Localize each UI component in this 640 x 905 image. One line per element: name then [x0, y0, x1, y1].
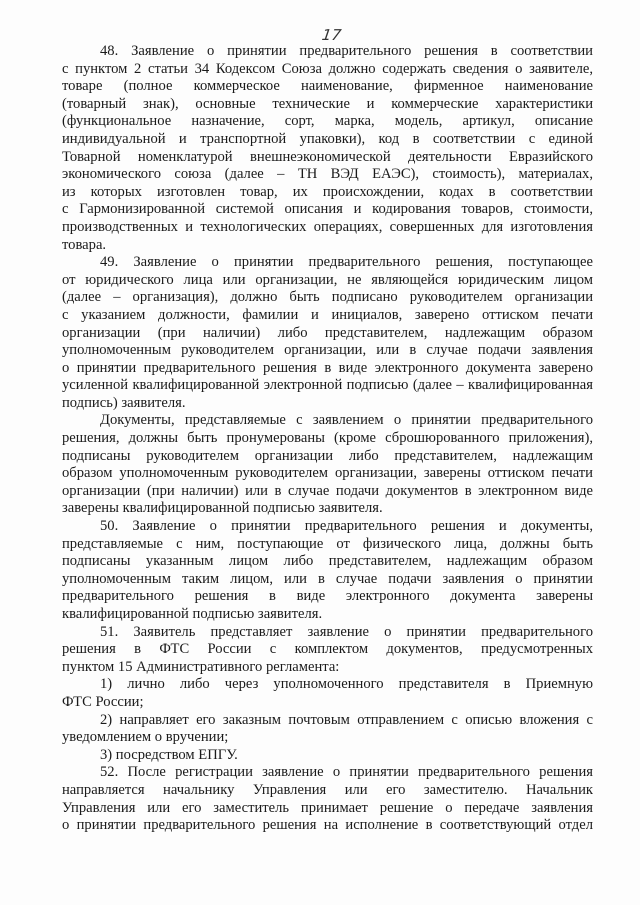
text-line: 2) направляет его заказным почтовым отправлением с описью вложения с — [100, 711, 593, 728]
text-line: (товарный знак), основные технические и коммерческие характеристики — [62, 95, 593, 112]
text-line: из которых изготовлен товар, их происхождении, кодах в соответствии — [62, 183, 593, 200]
document-body — [62, 43, 593, 835]
text-line: образом уполномоченным руководителем организации, заверены оттиском печати — [62, 465, 593, 482]
text-line: 3) посредством ЕПГУ. — [100, 746, 238, 763]
text-line: 49. Заявление о принятии предварительного решения, поступающее — [100, 254, 593, 271]
text-line: 48. Заявление о принятии предварительного решения в соответствии — [100, 43, 593, 59]
text-line: 1) лично либо через уполномоченного представителя в Приемную — [100, 676, 593, 693]
text-line: уполномоченным таким лицом, или в случае подачи заявления о принятии — [62, 570, 593, 587]
text-line: товара. — [62, 236, 107, 253]
text-line: уполномоченным руководителем организации, или в случае подачи заявления — [62, 342, 593, 359]
text-line: решения, должны быть пронумерованы (кроме сброшюрованного приложения), — [62, 430, 593, 447]
text-line: экономического союза (далее – ТН ВЭД ЕАЭС), стоимость), материалах, — [62, 166, 593, 183]
text-line: от юридического лица или организации, не являющейся юридическим лицом — [62, 271, 593, 288]
text-line: Управления или его заместитель принимает решение о передаче заявления — [62, 799, 593, 816]
text-line: производственных и технологических операциях, совершенных для изготовления — [62, 218, 593, 235]
text-line: заверены квалифицированной подписью заявителя. — [62, 500, 383, 517]
text-line: организации (при наличии) или в случае подачи документов в электронном виде — [62, 482, 593, 499]
text-line: 52. После регистрации заявление о принятии предварительного решения — [100, 764, 593, 781]
text-line: (далее – организация), должно быть подписано руководителем организации — [62, 289, 593, 306]
text-line: о принятии предварительного решения в виде электронного документа заверено — [62, 359, 593, 376]
text-line: Документы, представляемые с заявлением о принятии предварительного — [100, 412, 593, 429]
text-line: индивидуальной и транспортной упаковки), код в соответствии с единой — [62, 130, 593, 147]
text-line: с указанием должности, фамилии и инициалов, заверено оттиском печати — [62, 306, 593, 323]
text-line: с Гармонизированной системой описания и кодирования товаров, стоимости, — [62, 201, 593, 218]
page-number: 17 — [320, 26, 343, 44]
text-line: представляемые с ним, поступающие от физического лица, должны быть — [62, 535, 593, 552]
text-line: ФТС России; — [62, 693, 144, 710]
text-line: товаре (полное коммерческое наименование, фирменное наименование — [62, 78, 593, 95]
text-line: подписаны указанным лицом либо представителем, надлежащим образом — [62, 553, 593, 570]
text-line: подпись) заявителя. — [62, 394, 186, 411]
text-line: подписаны руководителем организации либо представителем, надлежащим — [62, 447, 593, 464]
text-line: о принятии предварительного решения на исполнение в соответствующий отдел — [62, 817, 593, 834]
text-line: с пунктом 2 статьи 34 Кодексом Союза должно содержать сведения о заявителе, — [62, 60, 593, 77]
text-line: уведомлением о вручении; — [62, 729, 229, 746]
text-line: предварительного решения в виде электронного документа заверены — [62, 588, 593, 605]
text-line: 51. Заявитель представляет заявление о принятии предварительного — [100, 623, 593, 640]
text-line: усиленной квалифицированной электронной подписью (далее – квалифицированная — [62, 377, 593, 394]
text-line: Товарной номенклатурой внешнеэкономической деятельности Евразийского — [62, 148, 593, 165]
text-line: пунктом 15 Административного регламента: — [62, 658, 340, 675]
text-line: 50. Заявление о принятии предварительного решения и документы, — [100, 518, 593, 535]
text-line: решения в ФТС России с комплектом документов, предусмотренных — [62, 641, 593, 658]
text-line: (функциональное назначение, сорт, марка, модель, артикул, описание — [62, 113, 593, 130]
text-line: направляется начальнику Управления или его заместителю. Начальник — [62, 781, 593, 798]
text-line: квалифицированной подписью заявителя. — [62, 606, 323, 622]
text-line: организации (при наличии) либо представителем, надлежащим образом — [62, 324, 593, 341]
